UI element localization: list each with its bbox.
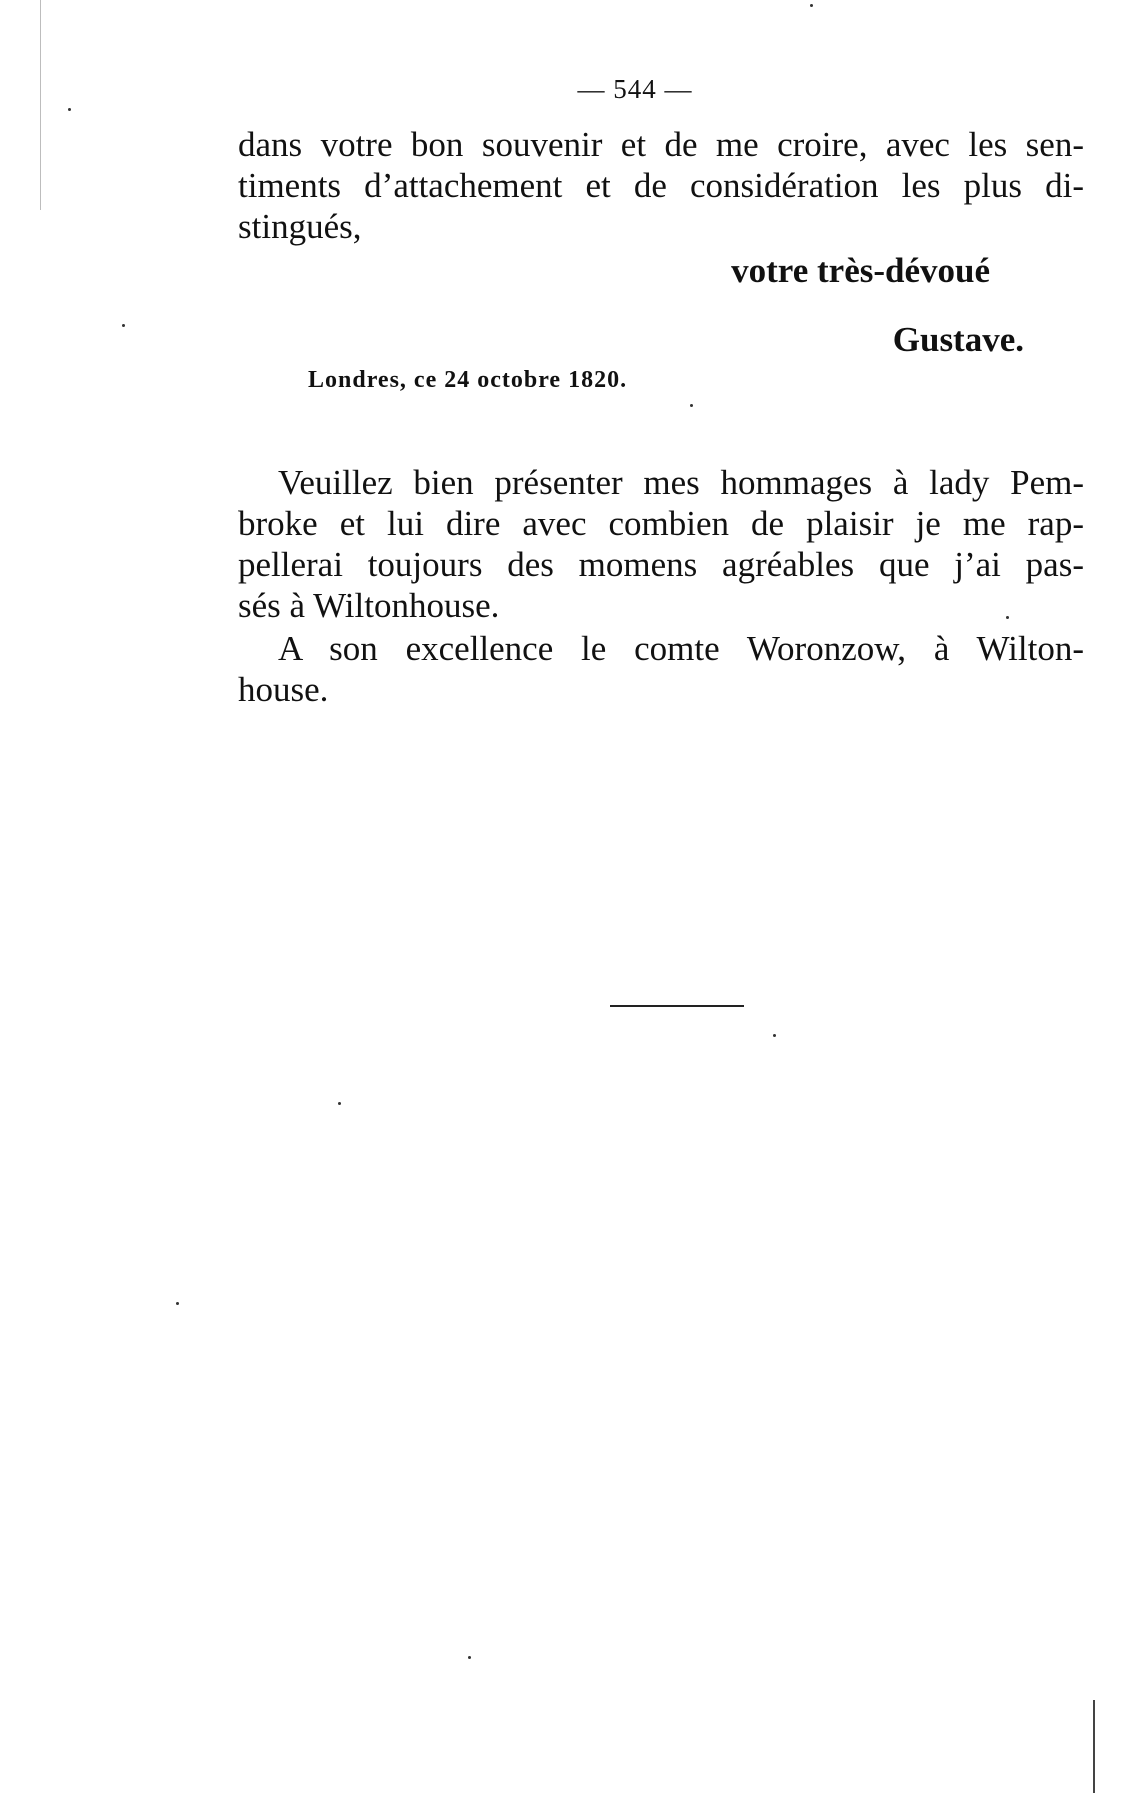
section-divider xyxy=(610,1005,744,1007)
letter-closing xyxy=(238,124,1084,247)
print-speck xyxy=(68,108,71,111)
closing-line: dans votre bon souvenir et de me croire, avec les sen- xyxy=(238,125,1084,164)
closing-line: timents d’attachement et de considération les plus di- xyxy=(238,166,1084,205)
signature-name: Gustave. xyxy=(892,320,1024,359)
postscript-line: sés à Wiltonhouse. xyxy=(238,586,500,625)
page-number: — 544 — xyxy=(577,74,693,104)
address-paragraph xyxy=(238,628,1084,710)
closing-line: stingués, xyxy=(238,207,362,246)
signature-complimentary: votre très-dévoué xyxy=(731,251,990,290)
postscript-line: pellerai toujours des momens agréables que j’ai pas- xyxy=(238,545,1084,584)
print-speck xyxy=(773,1034,776,1037)
postscript-line: Veuillez bien présenter mes hommages à lady Pem- xyxy=(278,463,1084,502)
postscript-paragraph xyxy=(238,462,1084,626)
page-edge-rule-right xyxy=(1093,1700,1095,1793)
print-speck xyxy=(122,324,125,327)
print-speck xyxy=(468,1656,471,1659)
letter-date: Londres, ce 24 octobre 1820. xyxy=(308,367,628,393)
page-edge-rule xyxy=(40,0,41,210)
print-speck xyxy=(1006,616,1009,619)
postscript-line: broke et lui dire avec combien de plaisir je me rap- xyxy=(238,504,1084,543)
address-line: A son excellence le comte Woronzow, à Wilton- xyxy=(278,629,1084,668)
print-speck xyxy=(338,1102,341,1105)
address-line: house. xyxy=(238,670,329,709)
print-speck xyxy=(176,1302,179,1305)
print-speck xyxy=(690,404,693,407)
print-speck xyxy=(810,4,813,7)
